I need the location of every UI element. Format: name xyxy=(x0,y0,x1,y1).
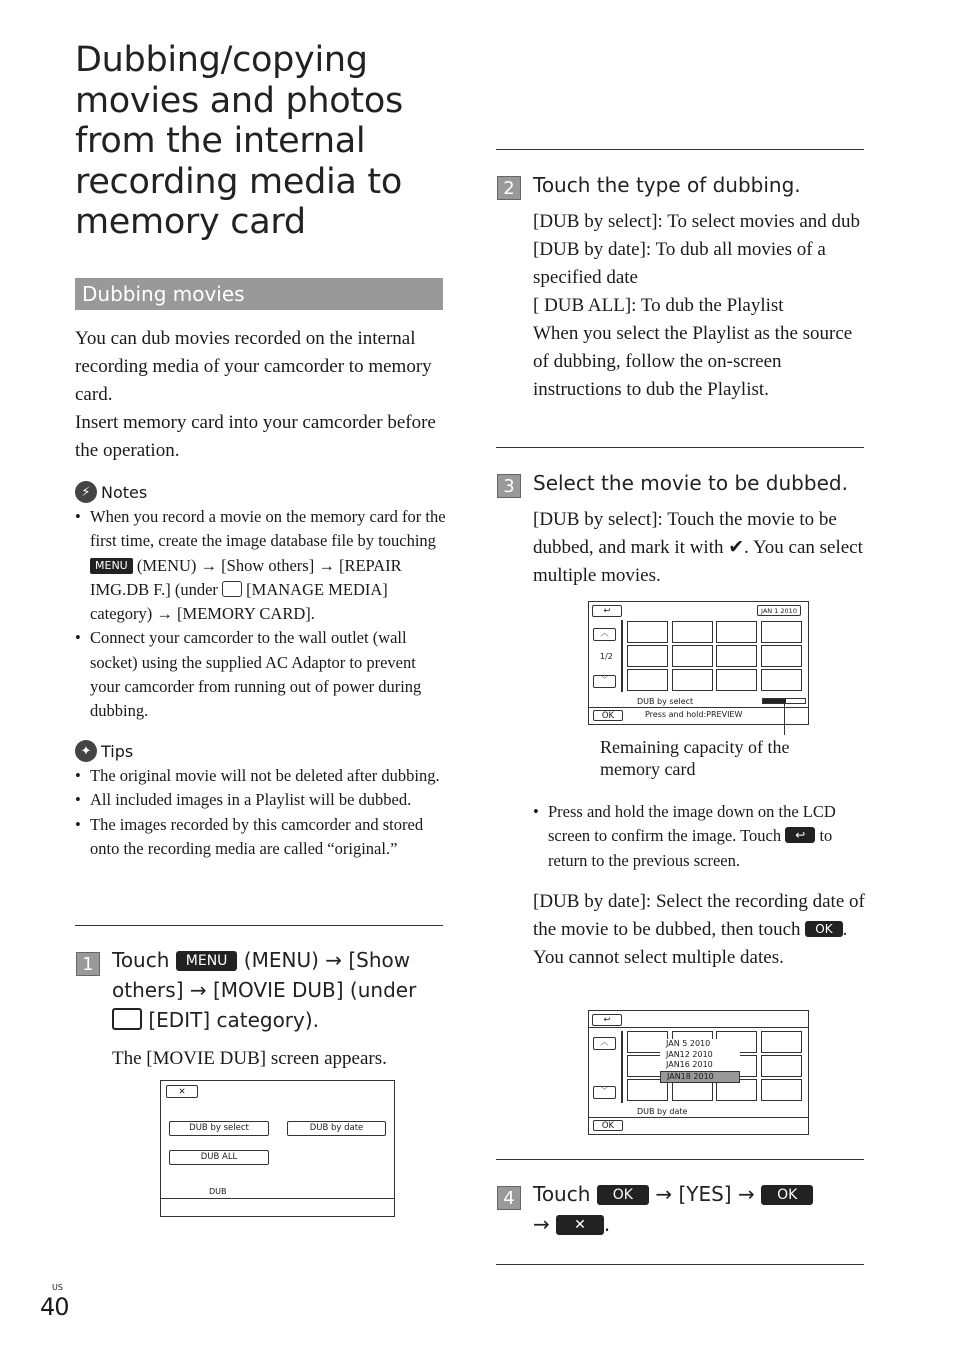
note-item xyxy=(75,505,447,626)
step-4-instruction: Touch OK → [YES] → OK → ✕ . xyxy=(533,1179,863,1239)
notes-heading xyxy=(75,481,147,503)
step-number: 2 xyxy=(497,176,521,200)
divider xyxy=(496,447,864,448)
scroll-down-button[interactable]: ﹀ xyxy=(593,1086,616,1099)
notes-label: Notes xyxy=(101,482,148,502)
screen-divider xyxy=(589,1027,808,1028)
region-label: US xyxy=(52,1283,63,1292)
tip-item: • All included images in a Playlist will be dubbed. xyxy=(75,788,447,812)
callout-line xyxy=(784,703,785,735)
manage-media-icon xyxy=(222,581,242,597)
thumbnail[interactable] xyxy=(627,669,668,691)
thumbnail[interactable] xyxy=(672,669,713,691)
back-key: ↩ xyxy=(785,827,815,843)
step-number: 3 xyxy=(497,474,521,498)
tips-label: Tips xyxy=(101,741,134,761)
dub-select-screen xyxy=(588,601,809,725)
ok-key: OK xyxy=(805,921,842,937)
intro-text xyxy=(75,325,447,465)
dub-option-text: When you select the Playlist as the source of dubbing, follow the on-screen instructions to dub the Playlist. xyxy=(533,323,853,400)
step-text: Touch xyxy=(112,948,170,972)
menu-key: MENU xyxy=(90,558,133,574)
thumbnail[interactable] xyxy=(672,645,713,667)
divider xyxy=(496,1159,864,1160)
ok-button[interactable]: OK xyxy=(593,1120,623,1131)
dub-date-screen xyxy=(588,1010,809,1135)
note-text: When you record a movie on the memory card for the first time, create the image database file by touching xyxy=(90,507,446,551)
ok-key: OK xyxy=(761,1185,813,1205)
note-text: [MANAGE MEDIA] category) → [MEMORY CARD]. xyxy=(90,579,388,624)
note-item: • Connect your camcorder to the wall outlet (wall socket) using the supplied AC Adaptor to prevent your camcorder from running out of power during dubbing. xyxy=(75,626,447,723)
step-1-result: The [MOVIE DUB] screen appears. xyxy=(112,1048,387,1069)
date-item[interactable]: JAN12 2010 xyxy=(666,1049,713,1059)
thumbnail[interactable] xyxy=(761,621,802,643)
step-text: Touch xyxy=(533,1182,591,1206)
thumbnail[interactable] xyxy=(716,645,757,667)
date-item[interactable]: JAN 5 2010 xyxy=(666,1039,711,1048)
note-text: (MENU) → [Show others] → [REPAIR IMG.DB F.] (under xyxy=(90,555,402,599)
capacity-caption: Remaining capacity of the memory card xyxy=(600,737,790,779)
dub-option-text: [DUB by select]: To select movies and dub xyxy=(533,211,861,232)
page-indicator: 1/2 xyxy=(600,652,613,661)
scroll-up-button[interactable]: ︿ xyxy=(593,1037,616,1050)
scrollbar[interactable] xyxy=(621,620,623,692)
screen-label: DUB by select xyxy=(637,697,694,706)
tip-item: • The images recorded by this camcorder and stored onto the recording media are called “original.” xyxy=(75,813,447,862)
dub-all-label: DUB ALL xyxy=(200,1152,238,1162)
close-button[interactable]: ✕ xyxy=(166,1085,198,1098)
thumbnail[interactable] xyxy=(761,1079,802,1101)
bullet-text: Press and hold the image down on the LCD screen to confirm the image. Touch xyxy=(548,802,836,846)
ok-key: OK xyxy=(597,1185,649,1205)
close-key: ✕ xyxy=(556,1215,604,1235)
dub-by-select-button[interactable]: DUB by select xyxy=(169,1121,269,1136)
thumbnail[interactable] xyxy=(761,1031,802,1053)
page-title: Dubbing/copying movies and photos from the internal recording media to memory card xyxy=(75,40,403,242)
divider xyxy=(496,149,864,150)
date-item[interactable]: JAN16 2010 xyxy=(666,1060,713,1069)
divider xyxy=(496,1264,864,1265)
screen-label: DUB xyxy=(209,1187,227,1196)
thumbnail[interactable] xyxy=(716,669,757,691)
page-number: 40 xyxy=(40,1293,69,1321)
edit-icon xyxy=(112,1008,142,1030)
thumbnail[interactable] xyxy=(761,1055,802,1077)
intro-paragraph: You can dub movies recorded on the internal recording media of your camcorder to memory card. xyxy=(75,328,432,405)
divider xyxy=(75,925,443,926)
step-3-text-a: [DUB by select]: Touch the movie to be dubbed, and mark it with ✔. You can select multiple movies. xyxy=(533,509,863,586)
preview-hint: Press and hold:PREVIEW xyxy=(645,710,743,719)
section-title: Dubbing movies xyxy=(75,278,443,310)
dub-option-text: [ DUB ALL]: To dub the Playlist xyxy=(533,295,784,316)
tip-item: • The original movie will not be deleted after dubbing. xyxy=(75,764,447,788)
tips-heading xyxy=(75,740,133,762)
scroll-down-button[interactable]: ﹀ xyxy=(593,675,616,688)
notes-list xyxy=(75,505,447,724)
screen-divider xyxy=(589,707,808,708)
ok-button[interactable]: OK xyxy=(593,710,623,721)
step-2-body xyxy=(533,208,868,404)
movie-dub-screen xyxy=(160,1080,395,1217)
thumbnail[interactable] xyxy=(627,645,668,667)
step-number: 1 xyxy=(76,952,100,976)
scrollbar[interactable] xyxy=(621,1031,623,1103)
body-text: [DUB by date]: Select the recording date of the movie to be dubbed, then touch xyxy=(533,891,865,940)
tips-list xyxy=(75,764,447,861)
step-number: 4 xyxy=(497,1186,521,1210)
back-button[interactable]: ↩ xyxy=(592,1014,622,1026)
bullet-item xyxy=(533,800,863,873)
caution-icon: ⚡ xyxy=(75,481,97,503)
thumbnail[interactable] xyxy=(761,669,802,691)
dub-option-text: [DUB by date]: To dub all movies of a specified date xyxy=(533,239,826,288)
thumbnail[interactable] xyxy=(761,645,802,667)
thumbnail[interactable] xyxy=(672,621,713,643)
step-3-text-b xyxy=(533,888,868,972)
bullet-text: to return to the previous screen. xyxy=(548,826,833,870)
step-3-bullets xyxy=(533,800,863,873)
dub-all-button[interactable] xyxy=(169,1150,269,1165)
lightbulb-icon: ✦ xyxy=(75,740,97,762)
date-item-selected[interactable]: JAN18 2010 xyxy=(660,1071,740,1084)
step-text: (MENU) → [Show others] → [MOVIE DUB] (under xyxy=(112,948,417,1002)
intro-paragraph: Insert memory card into your camcorder before the operation. xyxy=(75,412,436,461)
date-display: JAN 1 2010 xyxy=(757,605,801,616)
screen-label: DUB by date xyxy=(637,1107,688,1116)
step-text: [EDIT] category). xyxy=(148,1008,320,1032)
step-1-instruction xyxy=(112,945,452,1035)
menu-key: MENU xyxy=(176,951,238,971)
screen-divider xyxy=(161,1198,394,1199)
date-list xyxy=(660,1039,740,1083)
screen-divider xyxy=(589,1117,808,1118)
back-button[interactable]: ↩ xyxy=(592,605,622,617)
thumbnail[interactable] xyxy=(627,621,668,643)
dub-by-date-button[interactable]: DUB by date xyxy=(287,1121,386,1136)
body-text: . You cannot select multiple dates. xyxy=(533,919,848,968)
arrow-icon: → xyxy=(533,1212,550,1236)
step-3-heading: Select the movie to be dubbed. xyxy=(533,471,848,495)
step-2-heading: Touch the type of dubbing. xyxy=(533,173,801,197)
thumbnail[interactable] xyxy=(716,621,757,643)
step-text: → [YES] → xyxy=(655,1182,755,1206)
scroll-up-button[interactable]: ︿ xyxy=(593,628,616,641)
